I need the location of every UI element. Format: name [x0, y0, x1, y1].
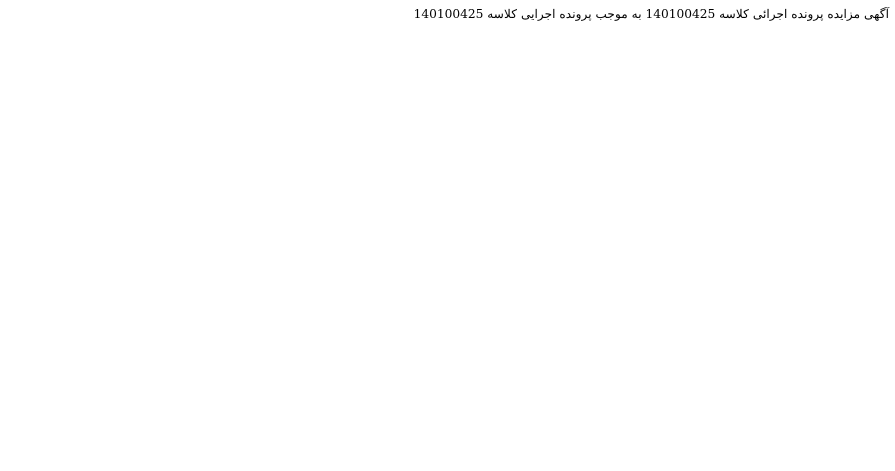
- notice-opening-line: آگهی مزایده پرونده اجرائی کلاسه 140100425 به موجب پرونده اجرایی کلاسه 140100425: [413, 7, 889, 21]
